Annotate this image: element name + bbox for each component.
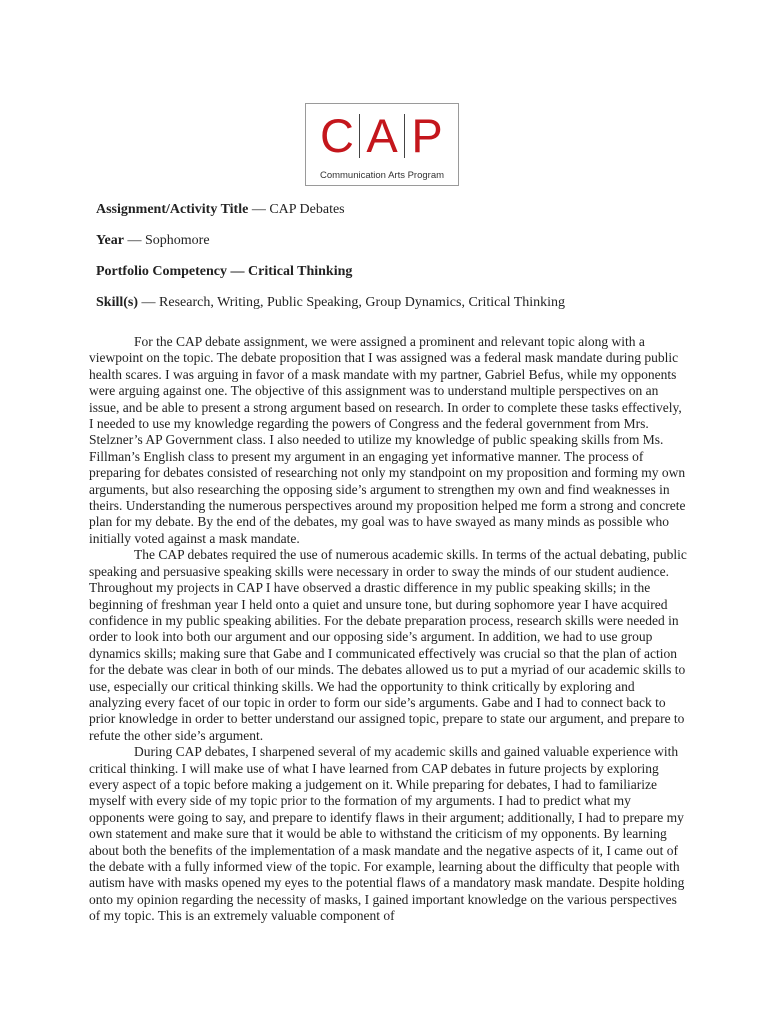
logo-divider [404, 114, 405, 158]
logo-letters [306, 110, 458, 162]
skills-label: Skill(s) [96, 295, 139, 310]
logo-subtitle: Communication Arts Program [319, 170, 445, 181]
logo-letter-a: A [366, 109, 398, 162]
cap-logo [305, 103, 459, 186]
year-label: Year [96, 233, 124, 248]
competency-line [96, 263, 352, 281]
assignment-title-line [96, 201, 345, 219]
assignment-title-value: CAP Debates [269, 202, 345, 217]
essay-paragraph: During CAP debates, I sharpened several of my academic skills and gained valuable experience with critical thinking. I will make use of what I have learned from CAP debates in future projects by exploring every aspect of a topic before making a judgement on it. While preparing for debates, I had to familiarize myself with every side of my topic prior to the formation of my arguments. I had to predict what my opponents were going to say, and prepare to identify flaws in their argument; additionally, I had to prepare my own statement and make sure that it would be able to withstand the criticism of my opponents. By learning about both the benefits of the implementation of a mask mandate and the negative aspects of it, I came out of the debate with a fully informed view of the topic. For example, learning about the difficulty that people with autism have with masks opened my eyes to the potential flaws of a mandatory mask mandate. Despite holding onto my opinion regarding the necessity of masks, I gained important knowledge on the various perspectives of my topic. This is an extremely valuable component of [89, 744, 685, 924]
logo-divider [359, 114, 360, 158]
logo-letter-c: C [320, 109, 354, 162]
separator: — [248, 202, 270, 217]
essay-body [89, 334, 689, 925]
skills-line [96, 294, 565, 312]
logo-letter-p: P [411, 109, 443, 162]
skills-value: Research, Writing, Public Speaking, Group Dynamics, Critical Thinking [159, 295, 566, 310]
essay-paragraph: For the CAP debate assignment, we were assigned a prominent and relevant topic along with a viewpoint on the topic. The debate proposition that I was assigned was a federal mask mandate during public health scares. I was arguing in favor of a mask mandate with my partner, Gabriel Befus, while my opponents were arguing against one. The objective of this assignment was to understand multiple perspectives on an issue, and be able to present a strong argument based on research. In order to complete these tasks effectively, I needed to use my knowledge regarding the powers of Congress and the federal government from Mrs. Stelzner’s AP Government class. I also needed to utilize my knowledge of public speaking skills from Ms. Fillman’s English class to present my argument in an engaging yet informative manner. The process of preparing for debates consisted of researching not only my standpoint on my proposition and forming my own arguments, but also researching the opposing side’s argument to strengthen my own and find weaknesses in theirs. Understanding the numerous perspectives around my proposition helped me form a strong and concrete plan for my debate. By the end of the debates, my goal was to have swayed as many minds as possible who initially voted against a mask mandate. [89, 334, 686, 546]
separator: — [124, 233, 145, 248]
essay-paragraph: The CAP debates required the use of numerous academic skills. In terms of the actual debating, public speaking and persuasive speaking skills were necessary in order to sway the minds of our student audience. Throughout my projects in CAP I have observed a drastic difference in my public speaking skills; in the beginning of freshman year I held onto a quiet and unsure tone, but during sophomore year I have acquired confidence in my public speaking abilities. For the debate preparation process, research skills were needed in order to look into both our argument and our opposing side’s argument. In addition, we had to use group dynamics skills; making sure that Gabe and I communicated effectively was crucial so that the plan of action for the debate was clear in both of our minds. The debates allowed us to put a myriad of our academic skills to use, especially our critical thinking skills. We had the opportunity to think critically by exploring and analyzing every facet of our topic in order to form our side’s arguments. Gabe and I had to connect back to prior knowledge in order to better understand our assigned topic, prepare to state our argument, and prepare to refute the other side’s argument. [89, 547, 687, 743]
separator: — [138, 295, 160, 310]
assignment-title-label: Assignment/Activity Title [96, 202, 249, 217]
competency-label: Portfolio Competency — Critical Thinking [96, 264, 353, 279]
year-value: Sophomore [145, 233, 210, 248]
year-line [96, 232, 210, 250]
